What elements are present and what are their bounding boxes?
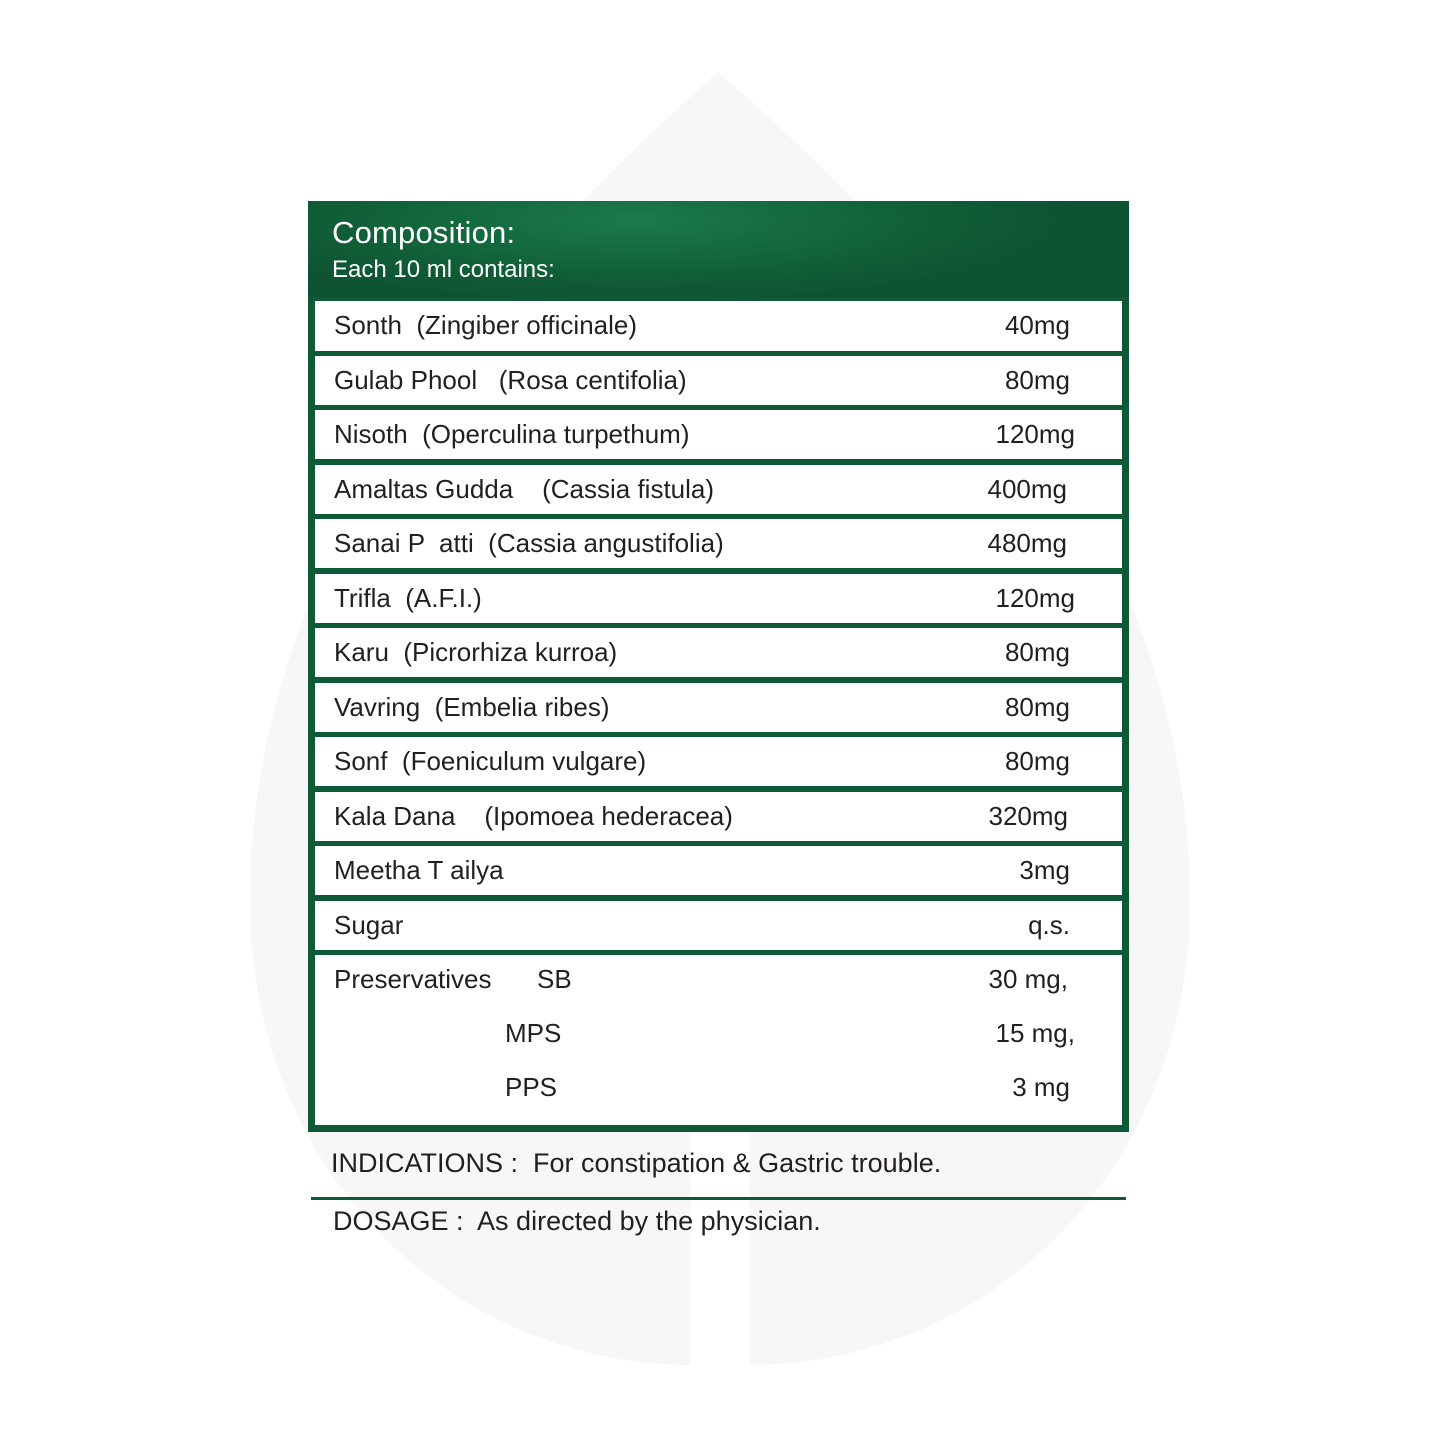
ingredient-row: [315, 628, 1122, 677]
composition-panel: [308, 201, 1129, 1132]
ingredient-name: Trifla (A.F.I.): [334, 583, 482, 613]
ingredient-quantity: 80mg: [1004, 746, 1070, 776]
composition-header: [308, 201, 1129, 297]
ingredient-name: Sonth (Zingiber officinale): [334, 310, 638, 340]
ingredient-name: Sonf (Foeniculum vulgare): [334, 746, 647, 776]
ingredient-name: Meetha T ailya: [334, 855, 504, 885]
ingredient-row: [315, 574, 1122, 623]
ingredient-quantity: 400mg: [987, 474, 1067, 504]
ingredient-name: Amaltas Gudda (Cassia fistula): [334, 474, 715, 504]
ingredient-row: [315, 356, 1122, 405]
ingredient-row: [315, 301, 1122, 351]
composition-subtitle: Each 10 ml contains:: [332, 256, 555, 283]
ingredient-row: [315, 519, 1122, 568]
ingredient-row: [315, 901, 1122, 950]
ingredient-name: Karu (Picrorhiza kurroa): [334, 637, 618, 667]
ingredient-row: [315, 410, 1122, 459]
dosage-line: [333, 1206, 821, 1237]
composition-title: Composition:: [332, 215, 516, 250]
preservative-quantity: 30 mg,: [988, 964, 1068, 994]
preservatives-label: Preservatives: [334, 964, 492, 994]
ingredient-row: [315, 683, 1122, 732]
ingredient-name: Nisoth (Operculina turpethum): [334, 419, 690, 449]
ingredient-row: [315, 846, 1122, 895]
ingredient-quantity: 120mg: [995, 419, 1075, 449]
ingredient-row: [315, 737, 1122, 786]
preservative-quantity: 15 mg,: [995, 1018, 1075, 1048]
ingredient-row: [315, 792, 1122, 841]
ingredient-name: Sanai P atti (Cassia angustifolia): [334, 528, 724, 558]
ingredient-name: Vavring (Embelia ribes): [334, 692, 610, 722]
ingredient-quantity: 3mg: [1019, 855, 1070, 885]
ingredient-quantity: 480mg: [987, 528, 1067, 558]
preservative-name: MPS: [505, 1018, 562, 1048]
preservatives-row: [315, 955, 1122, 1125]
ingredient-quantity: 320mg: [988, 801, 1068, 831]
dosage-label: DOSAGE :: [333, 1206, 464, 1236]
ingredient-quantity: 120mg: [995, 583, 1075, 613]
ingredient-quantity: 80mg: [1004, 365, 1070, 395]
preservative-quantity: 3 mg: [1012, 1072, 1070, 1102]
divider-line: [311, 1197, 1126, 1200]
ingredient-row: [315, 465, 1122, 514]
dosage-text: As directed by the physician.: [477, 1206, 821, 1236]
preservative-name: SB: [537, 964, 572, 994]
indications-line: [331, 1148, 941, 1179]
ingredient-name: Sugar: [334, 910, 404, 940]
ingredient-quantity: q.s.: [1028, 910, 1070, 940]
preservative-name: PPS: [505, 1072, 558, 1102]
ingredient-name: Gulab Phool (Rosa centifolia): [334, 365, 687, 395]
ingredient-quantity: 80mg: [1004, 692, 1070, 722]
ingredient-quantity: 40mg: [1004, 310, 1070, 340]
indications-text: For constipation & Gastric trouble.: [533, 1148, 942, 1178]
ingredient-quantity: 80mg: [1004, 637, 1070, 667]
ingredient-name: Kala Dana (Ipomoea hederacea): [334, 801, 733, 831]
indications-label: INDICATIONS :: [331, 1148, 519, 1178]
